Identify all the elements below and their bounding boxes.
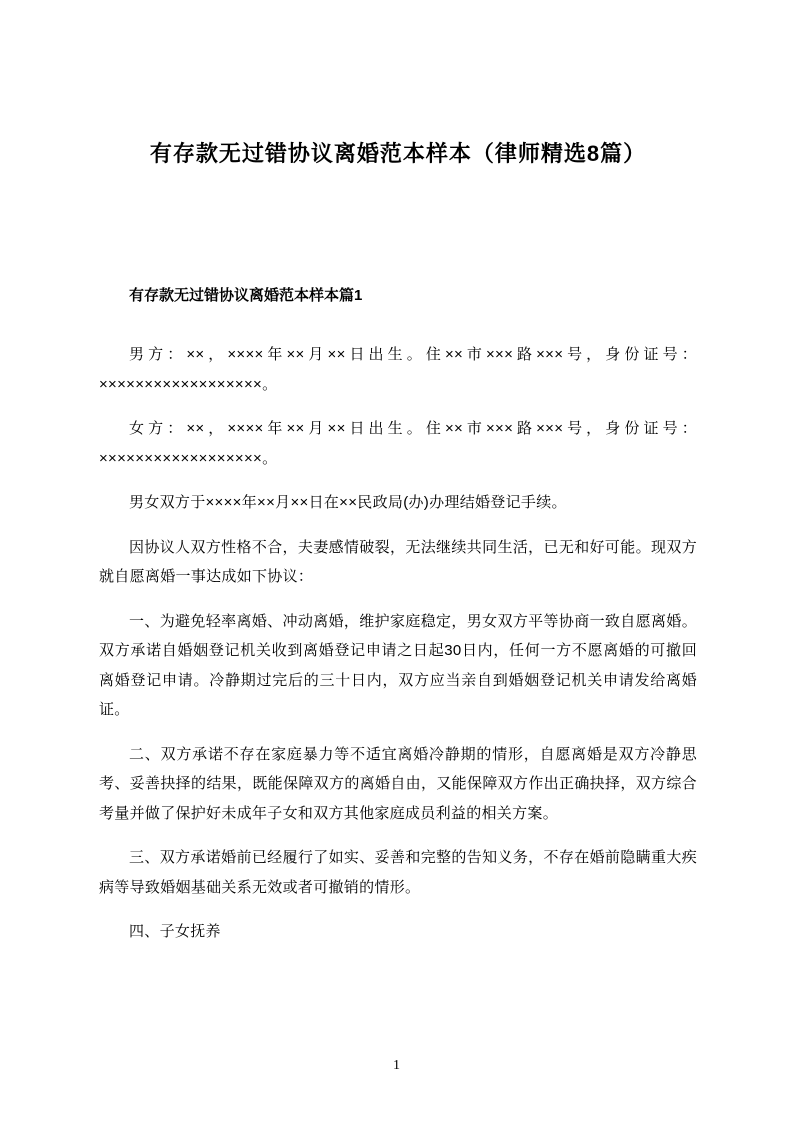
paragraph-wife-info: 女方：××，××××年××月××日出生。住××市×××路×××号，身份证号：××××××××××××××××××。	[99, 420, 697, 467]
document-title: 有存款无过错协议离婚范本样本（律师精选8篇）	[149, 141, 647, 166]
paragraph-marriage-registration: 男女双方于××××年××月××日在××民政局(办)办理结婚登记手续。	[129, 494, 567, 511]
paragraph-clause-1: 一、为避免轻率离婚、冲动离婚，维护家庭稳定，男女双方平等协商一致自愿离婚。双方承诺自婚姻登记机关收到离婚登记申请之日起30日内，任何一方不愿离婚的可撤回离婚登记申请。冷静期过完后的三十日内，双方应当亲自到婚姻登记机关申请发给离婚证。	[99, 612, 697, 718]
page-number: 1	[393, 1058, 400, 1073]
paragraph-agreement-intro: 因协议人双方性格不合，夫妻感情破裂，无法继续共同生活，已无和好可能。现双方就自愿离婚一事达成如下协议：	[99, 538, 697, 585]
paragraph-clause-4-heading: 四、子女抚养	[129, 923, 221, 940]
paragraph-clause-3: 三、双方承诺婚前已经履行了如实、妥善和完整的告知义务，不存在婚前隐瞒重大疾病等导致婚姻基础关系无效或者可撤销的情形。	[99, 849, 697, 896]
paragraph-clause-2: 二、双方承诺不存在家庭暴力等不适宜离婚冷静期的情形，自愿离婚是双方冷静思考、妥善抉择的结果，既能保障双方的离婚自由，又能保障双方作出正确抉择，双方综合考量并做了保护好未成年子女和双方其他家庭成员利益的相关方案。	[99, 745, 697, 822]
paragraph-husband-info: 男方：××，××××年××月××日出生。住××市×××路×××号，身份证号：××××××××××××××××××。	[99, 346, 697, 393]
section-heading: 有存款无过错协议离婚范本样本篇1	[129, 287, 363, 304]
